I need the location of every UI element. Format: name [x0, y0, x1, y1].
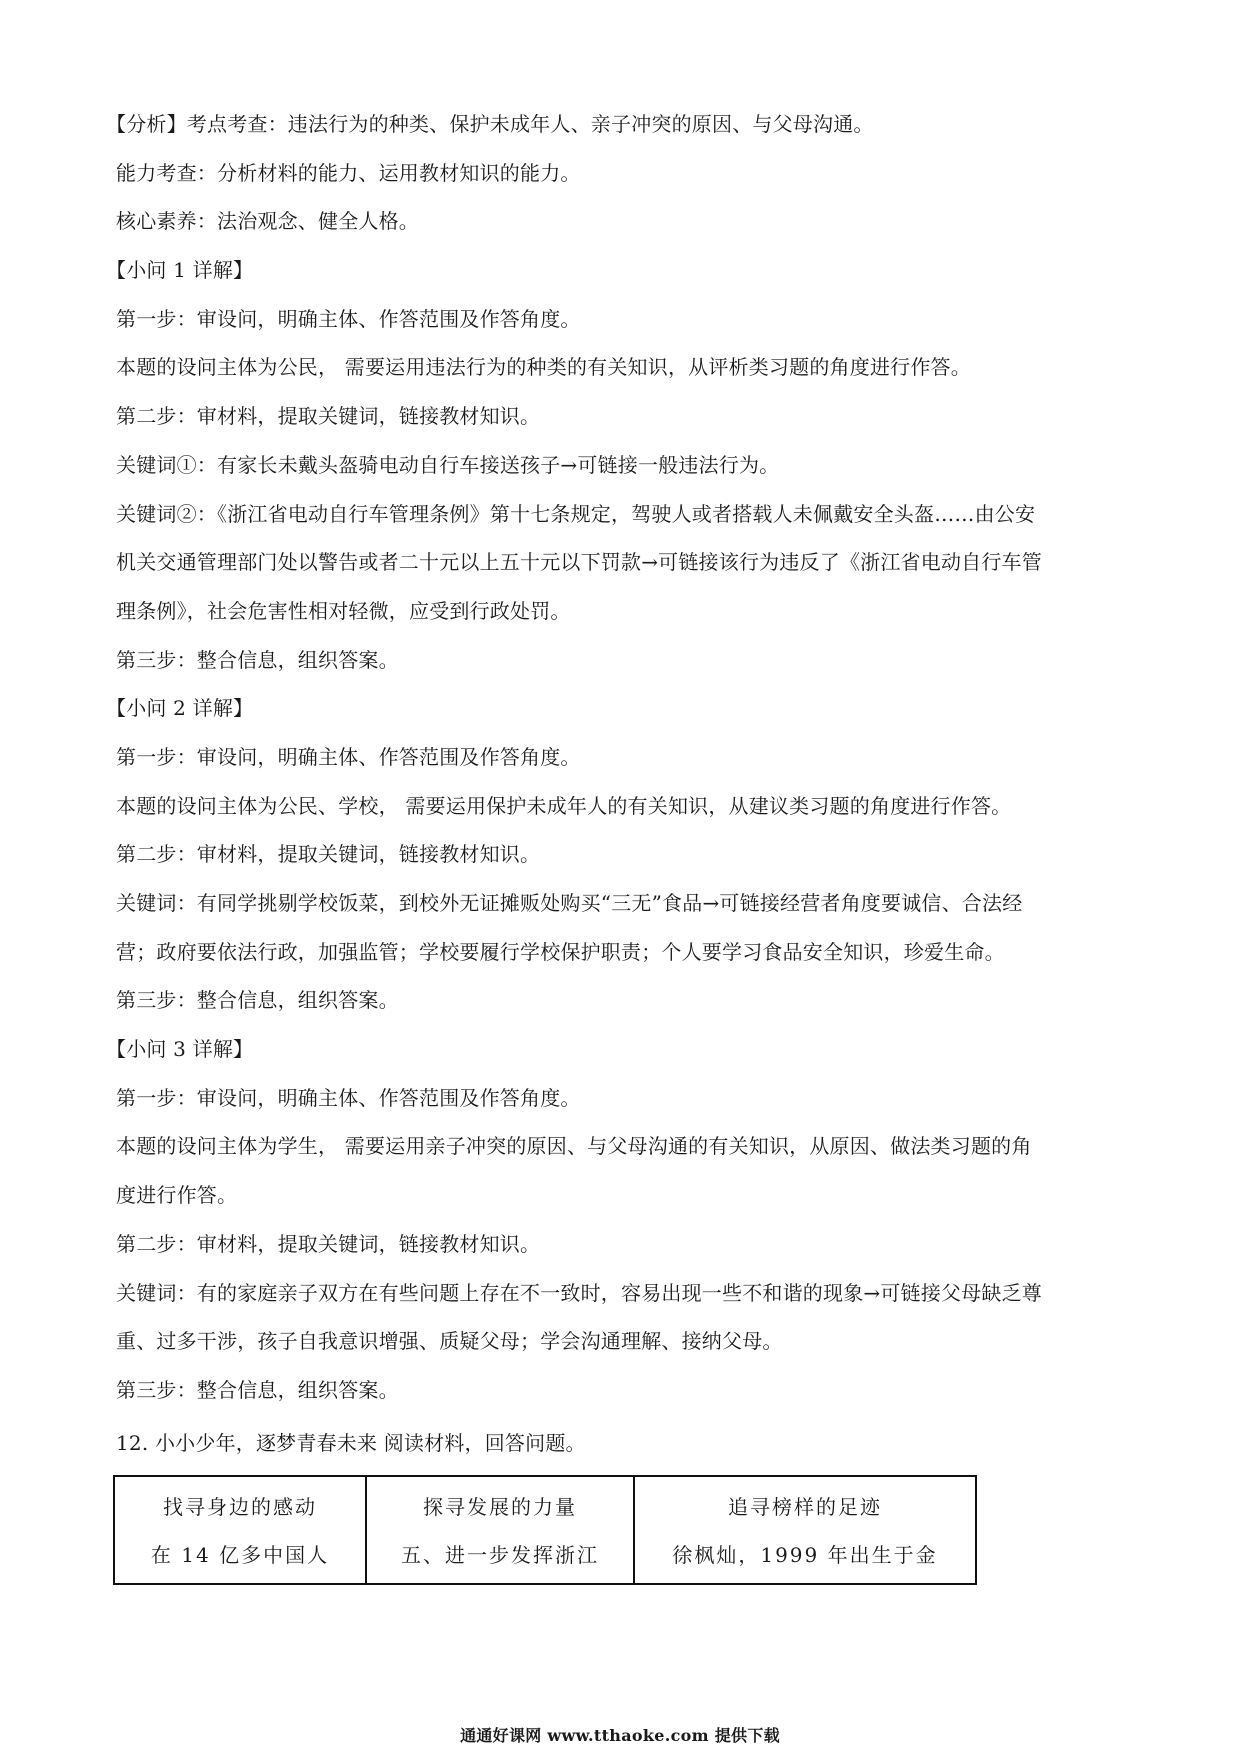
q3-keyword	[116, 1269, 1126, 1366]
q1-heading: 【小问 1 详解】	[106, 258, 254, 283]
question-12-stem: 12. 小小少年，逐梦青春未来 阅读材料，回答问题。	[116, 1430, 586, 1455]
q3-subject	[116, 1122, 1126, 1219]
ability-line: 能力考查：分析材料的能力、运用教材知识的能力。	[116, 160, 581, 185]
literacy-line: 核心素养：法治观念、健全人格。	[116, 209, 419, 234]
q2-keyword	[116, 879, 1126, 976]
q2-keyword-line: 营；政府要依法行政，加强监管；学校要履行学校保护职责；个人要学习食品安全知识，珍爱生命。	[116, 939, 1005, 964]
q3-keyword-line: 重、过多干涉，孩子自我意识增强、质疑父母；学会沟通理解、接纳父母。	[116, 1329, 783, 1354]
material-title: 探寻发展的力量	[423, 1495, 577, 1519]
q2-step2: 第二步：审材料，提取关键词，链接教材知识。	[116, 842, 541, 867]
materials-row	[114, 1476, 976, 1584]
q3-step3: 第三步：整合信息，组织答案。	[116, 1377, 399, 1402]
analysis-line: 【分析】考点考查：违法行为的种类、保护未成年人、亲子冲突的原因、与父母沟通。	[106, 112, 874, 136]
q2-keyword-line: 关键词：有同学挑剔学校饭菜，到校外无证摊贩处购买“三无”食品→可链接经营者角度要诚信、合法经	[116, 891, 1023, 915]
q1-keyword-2	[116, 490, 1126, 636]
material-text: 五、进一步发挥浙江	[401, 1543, 599, 1567]
material-text: 徐枫灿，1999 年出生于金	[672, 1543, 938, 1567]
q3-step2: 第二步：审材料，提取关键词，链接教材知识。	[116, 1231, 541, 1256]
material-cell-3	[634, 1476, 976, 1584]
q1-keyword-2-line: 机关交通管理部门处以警告或者二十元以上五十元以下罚款→可链接该行为违反了《浙江省电动自行车管	[116, 550, 1042, 575]
q2-subject: 本题的设问主体为公民、学校， 需要运用保护未成年人的有关知识，从建议类习题的角度进行作答。	[116, 793, 1012, 818]
material-cell-2	[366, 1476, 634, 1584]
q1-keyword-2-line: 理条例》，社会危害性相对轻微，应受到行政处罚。	[116, 598, 571, 623]
q3-keyword-line: 关键词：有的家庭亲子双方在有些问题上存在不一致时，容易出现一些不和谐的现象→可链接父母缺乏尊	[116, 1280, 1042, 1305]
q2-step1: 第一步：审设问，明确主体、作答范围及作答角度。	[116, 744, 581, 769]
q1-step3: 第三步：整合信息，组织答案。	[116, 647, 399, 672]
q1-subject: 本题的设问主体为公民， 需要运用违法行为的种类的有关知识，从评析类习题的角度进行作答。	[116, 355, 971, 380]
q3-heading: 【小问 3 详解】	[106, 1037, 254, 1062]
q2-heading: 【小问 2 详解】	[106, 696, 254, 721]
q3-subject-line: 度进行作答。	[116, 1183, 238, 1208]
material-title: 找寻身边的感动	[163, 1495, 317, 1519]
q2-step3: 第三步：整合信息，组织答案。	[116, 988, 399, 1013]
q1-step2: 第二步：审材料，提取关键词，链接教材知识。	[116, 404, 541, 429]
download-footer: 通通好课网 www.tthaoke.com 提供下载	[460, 1726, 780, 1745]
material-title: 追寻榜样的足迹	[728, 1495, 882, 1519]
q1-step1: 第一步：审设问，明确主体、作答范围及作答角度。	[116, 306, 581, 331]
materials-table	[113, 1475, 977, 1585]
q3-step1: 第一步：审设问，明确主体、作答范围及作答角度。	[116, 1085, 581, 1110]
material-cell-1	[114, 1476, 366, 1584]
material-text: 在 14 亿多中国人	[150, 1543, 330, 1567]
q1-keyword-2-line: 关键词②：《浙江省电动自行车管理条例》第十七条规定，驾驶人或者搭载人未佩戴安全头盔……由公安	[116, 501, 1036, 526]
q1-keyword-1: 关键词①：有家长未戴头盔骑电动自行车接送孩子→可链接一般违法行为。	[116, 452, 780, 477]
q3-subject-line: 本题的设问主体为学生， 需要运用亲子冲突的原因、与父母沟通的有关知识，从原因、做法类习题的角	[116, 1134, 1032, 1159]
answer-explanation	[106, 100, 1126, 1467]
